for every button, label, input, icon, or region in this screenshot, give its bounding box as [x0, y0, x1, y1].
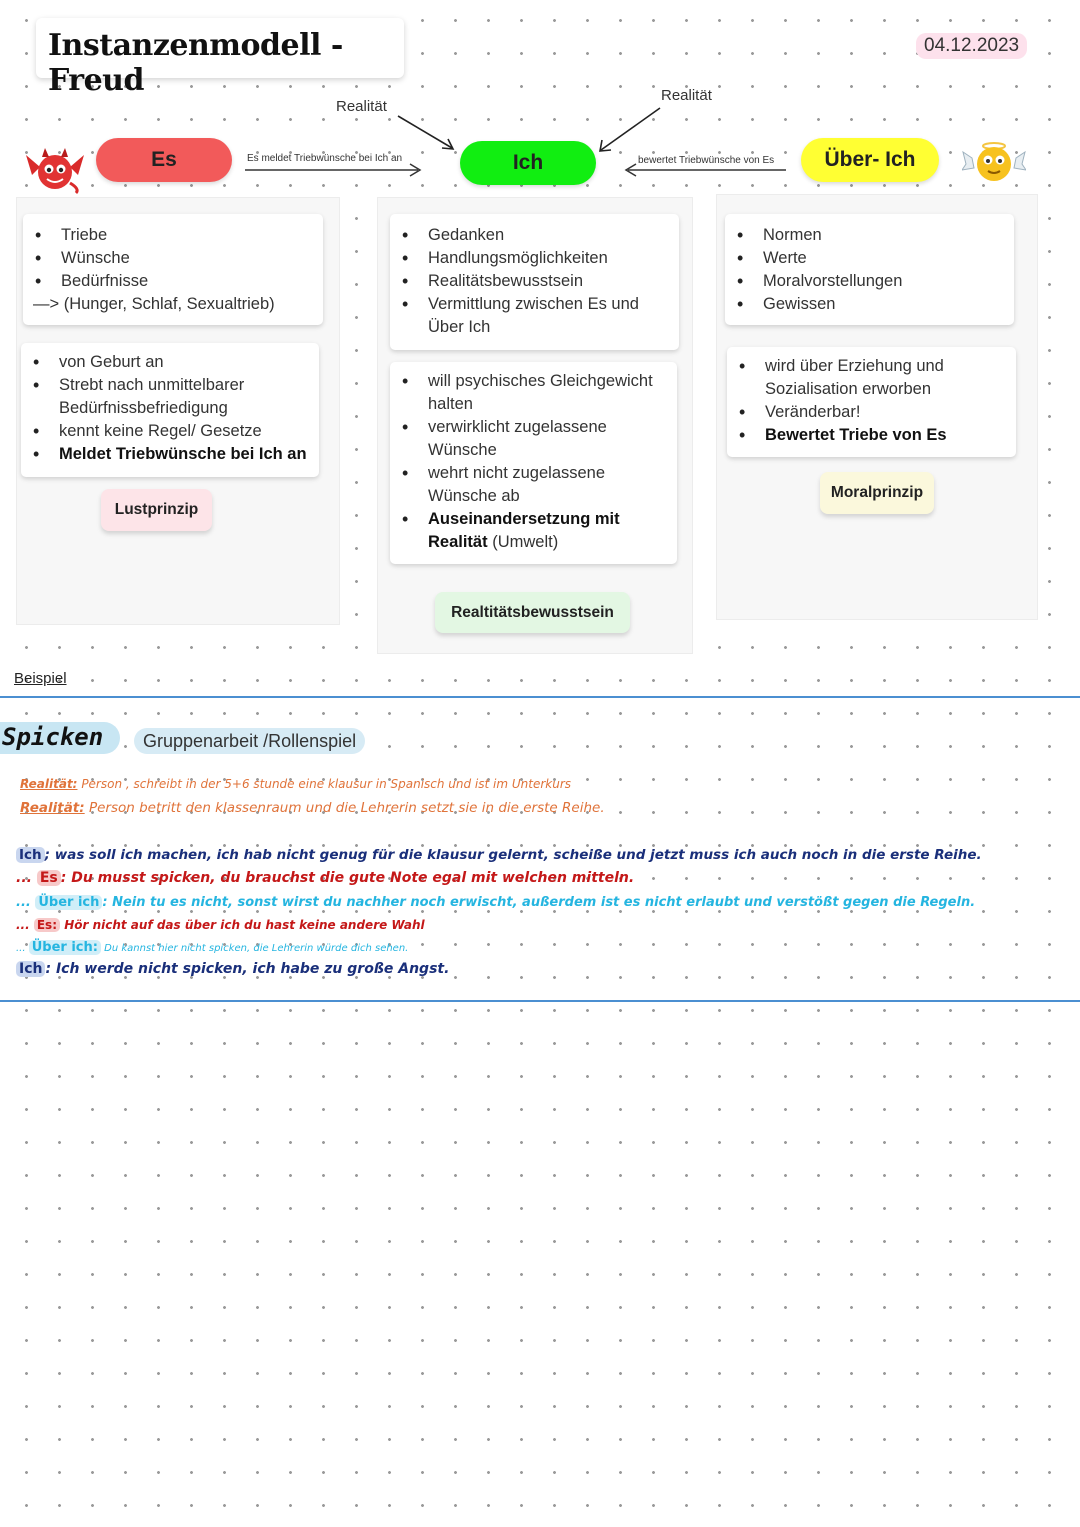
beispiel-heading: Beispiel [14, 670, 67, 687]
example-line-1: Realität: Person , schreibt in der 5+6 stunde eine klausur in Spanisch und ist im Unterkurs [20, 777, 572, 791]
divider-top [0, 696, 1080, 698]
arrow-es-text: Es meldet Triebwünsche bei Ich an [247, 153, 403, 164]
realitaet-label-right: Realität [661, 87, 712, 104]
list-item: • Auseinandersetzung mit Realität (Umwelt) [390, 508, 677, 554]
ueberich-card-2 [727, 347, 1016, 457]
es-pill: Es [96, 138, 232, 182]
list-item: • verwirklicht zugelassene Wünsche [390, 416, 677, 462]
gruppenarbeit-label: Gruppenarbeit /Rollenspiel [134, 728, 365, 754]
list-item: • von Geburt an [21, 351, 319, 374]
list-item: • wird über Erziehung und Sozialisation erworben [727, 355, 1016, 401]
ich-card-1 [390, 214, 679, 350]
list-item: • Bedürfnisse [23, 270, 323, 293]
list-item: • will psychisches Gleichgewicht halten [390, 370, 677, 416]
example-line-4: ... Es : Du musst spicken, du brauchst die gute Note egal mit welchen mitteln. [16, 870, 635, 886]
list-item: • Veränderbar! [727, 401, 1016, 424]
example-line-2: Realität: Person betritt den klassenraum und die Lehrerin setzt sie in die erste Reihe. [20, 800, 605, 816]
list-item: • Normen [725, 224, 1014, 247]
realitaetsbewusstsein-tag: Realtitätsbewusstsein [435, 592, 630, 633]
ueberich-card-1 [725, 214, 1014, 325]
spicken-title-box [0, 722, 120, 754]
realitaet-label-left: Realität [336, 98, 387, 115]
arrow-realitaet-left [398, 116, 452, 148]
list-item: • Gewissen [725, 293, 1014, 316]
ich-pill: Ich [460, 141, 596, 185]
list-item: • Meldet Triebwünsche bei Ich an [21, 443, 319, 466]
list-item: • Triebe [23, 224, 323, 247]
list-item: • Gedanken [390, 224, 679, 247]
arrow-ueber-text: bewertet Triebwünsche von Es [638, 155, 775, 166]
example-line-6: ... Es: Hör nicht auf das über ich du hast keine andere Wahl [16, 918, 425, 932]
list-item: • Wünsche [23, 247, 323, 270]
list-item: • Bewertet Triebe von Es [727, 424, 1016, 447]
moralprinzip-tag: Moralprinzip [820, 472, 934, 514]
spicken-title: Spicken [2, 723, 104, 751]
page-title: Instanzenmodell - Freud [48, 28, 343, 98]
list-item: • wehrt nicht zugelassene Wünsche ab [390, 462, 677, 508]
example-line-7: ... Über ich: Du kannst hier nicht spicken, die Lehrerin würde dich sehen. [16, 940, 409, 955]
list-item: • Realitätsbewusstsein [390, 270, 679, 293]
example-line-3: Ich ; was soll ich machen, ich hab nicht genug für die klausur gelernt, scheiße und jetzt muss ich auch noch in die erste Reihe. [16, 847, 982, 863]
arrow-realitaet-right [601, 108, 660, 150]
list-item: • Werte [725, 247, 1014, 270]
list-item: • Handlungsmöglichkeiten [390, 247, 679, 270]
list-item: • Strebt nach unmittelbarer Bedürfnissbefriedigung [21, 374, 319, 420]
list-note: —> (Hunger, Schlaf, Sexualtrieb) [33, 295, 275, 313]
example-line-5: ... Über ich : Nein tu es nicht, sonst wirst du nachher noch erwischt, außerdem ist es nicht erlaubt und verstößt gegen die Regeln. [16, 895, 976, 910]
example-line-8: Ich : Ich werde nicht spicken, ich habe zu große Angst. [16, 961, 449, 977]
date-badge: 04.12.2023 [916, 33, 1027, 59]
lustprinzip-tag: Lustprinzip [101, 489, 212, 531]
es-card-2 [21, 343, 319, 477]
divider-bottom [0, 1000, 1080, 1002]
es-card-1 [23, 214, 323, 325]
ueberich-pill: Über- Ich [801, 138, 939, 182]
list-item: • kennt keine Regel/ Gesetze [21, 420, 319, 443]
list-item: • Moralvorstellungen [725, 270, 1014, 293]
diagram-arrows [0, 0, 1080, 200]
ich-card-2 [390, 362, 677, 564]
list-item: • Vermittlung zwischen Es und Über Ich [390, 293, 679, 339]
